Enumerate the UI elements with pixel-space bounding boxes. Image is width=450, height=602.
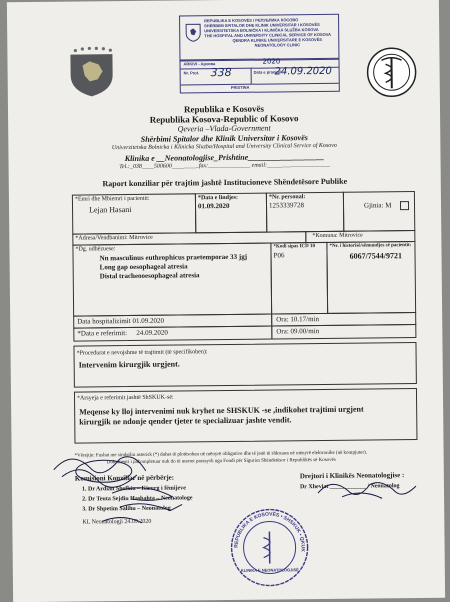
diagnosis-line: Nn masculinus euthrophicus praetemporae 33 jgj [100, 253, 248, 263]
director-title: Drejtori i Klinikës Neonatologjise : [300, 471, 405, 480]
stamp-line: UNIVERSITETSKA BOLNIČKA I KLINIČKA SLUŽBA KOSOVA [204, 27, 336, 33]
patient-name-cell [72, 193, 196, 234]
contacts-line: Tel.:_038____500600_________fax:______________ email:_____________________ [9, 161, 441, 172]
council-member: 3. Dr Shpetim Salihu – Neonatolog [82, 506, 171, 513]
patient-name-value: Lejan Hasani [89, 205, 132, 214]
stamp-line: QENDRA KLINIKE UNIVERSITARE E KOSOVËS [232, 37, 322, 43]
round-stamp [228, 507, 311, 588]
hospitalization-time: Ora: 10.17/min [276, 315, 319, 323]
stamp-line: SHËRBIMI SPITALOR DHE KLINIK UNIVERSITAR I KOSOVËS [204, 22, 336, 28]
hospitalization-label: Data hospitalizimit 01.09.2020 [77, 317, 164, 326]
council-signatures [41, 440, 192, 532]
stamp-archive-value: 2020 [262, 57, 280, 65]
service-translations: Univerzitetska Bolnicka i Klinicka Sluzba/Hospital and University Clinical Service of Kosovo [8, 142, 440, 153]
kosovo-emblem-icon [67, 45, 116, 97]
history-value: 6067/7544/9721 [350, 251, 403, 261]
council-place-date: KL Neonatologji 24.09.2020 [82, 519, 151, 526]
referral-label: *Data e referimit: [77, 329, 127, 338]
hospital-logo-icon [365, 46, 418, 99]
history-cell [326, 241, 416, 314]
stamp-line: NEONATOLOGY CLINIC [232, 42, 322, 48]
clinic-line: Klinika e __Neonatologjise_Prishtine___________________ [8, 151, 440, 165]
document-page [7, 0, 445, 602]
notes-line-2: Dokumenti i pakompletuar nuk do të merret parasysh nga Fondi për Sigurim Shëndetësor i Republikës së Kosovës [107, 458, 336, 465]
round-stamp-ring-text: REPUBLIKA E KOSOVËS • SHSKUK • QKUK [233, 510, 306, 553]
icd-value: P06 [273, 251, 284, 259]
gender-checkbox[interactable] [400, 201, 409, 210]
dob-cell [195, 193, 267, 234]
referral-time-cell [271, 324, 416, 340]
stamp-archive-label: ARKIVI - Архива [183, 61, 215, 66]
republic-sr-en: Republika Kosova-Republic of Kosovo [8, 112, 440, 127]
personal-no-cell [266, 192, 344, 233]
received-stamp-table [179, 58, 339, 94]
referral-value: 24.09.2020 [136, 329, 168, 337]
stamp-prot-value: 338 [211, 66, 232, 79]
director-name: Dr Xheviat ____________ / Neonatolog [300, 483, 400, 490]
council-member: 1. Dr Ardian Shefkiu – Kirurg i fëmijeve [82, 485, 186, 492]
government-line: Qeveria –Vlada-Government [8, 122, 440, 136]
reason-label: *Arsyeja e referimit jashtë ShSKUK-së: [77, 395, 174, 402]
personal-no-value: 1253339728 [269, 201, 304, 209]
report-title: Raport konziliar për trajtim jashtë Institucioneve Shëndetësore Publike [9, 176, 441, 190]
municipality-label: *Komuna: Mitrovice [312, 233, 363, 240]
history-label: *Nr. i historisë/sëmundjes së pacientit: [329, 243, 413, 249]
gender-label: Gjinia: M [364, 201, 392, 209]
diagnosis-label: *Dg. udhëzuese: [75, 246, 115, 252]
address-label: *Adresa/Vendbanimi: Mitrovice [75, 235, 153, 242]
referral-cell [73, 326, 272, 342]
notes-line-1: *Vërejtje: Fushat me simbolin asterisk (*) duhet të plotësohen në mënyrë obligative dhe të jenë të shkruara në mënyrë elektronike (në kompjuter). [75, 450, 420, 459]
gender-cell [343, 191, 415, 232]
diagnosis-line: Distal tracheooesophageal atresia [100, 271, 200, 280]
stamp-footer: PRISTINA [231, 85, 250, 90]
dob-label: *Data e lindjes: [198, 195, 238, 201]
procedure-label: *Procedurat e nevojshme të trajtimit (të specifikohen): [77, 349, 208, 356]
reason-line: Meqense ky lloj intervenimi nuk kryhet ne SHSKUK -se ,indikohet trajtimi urgjent [79, 405, 364, 417]
icd-cell [270, 242, 328, 315]
coat-of-arms-stamp-icon [184, 22, 202, 42]
director-signature [312, 474, 422, 505]
referral-time: Ora: 09.00/min [276, 327, 319, 335]
dob-value: 01.09.2020 [198, 202, 230, 210]
council-title: Komisioni Konziliar në përbërje: [75, 474, 174, 483]
round-stamp-center: KLINIKA E NEONATOLOGJISË [239, 567, 301, 573]
stamp-prot-label: Nr. Prot. [184, 70, 200, 75]
icd-label: *Kodi sipas ICD 10 [273, 244, 315, 249]
patient-name-label: *Emri dhe Mbiemri i pacientit: [75, 196, 150, 203]
procedure-box [73, 342, 416, 388]
diagnosis-line: Long gap oesophageal atresia [100, 262, 188, 271]
reason-box [74, 388, 418, 444]
procedure-value: Intervenim kirurgjik urgjent. [79, 359, 180, 369]
republic-sq: Republika e Kosovës [8, 102, 440, 117]
diagnosis-cell [72, 243, 272, 317]
reason-line: kirurgjik ne ndonje qender tjeter te specializuar jashte vendit. [79, 415, 291, 426]
stamp-line: THE HOSPITAL AND UNIVERSITY CLINICAL SERVICE OF KOSOVA [204, 32, 336, 38]
stamp-date-label: Data e pranimit [254, 69, 283, 74]
personal-no-label: *Nr. personal: [269, 194, 306, 200]
stamp-date-value: 24.09.2020 [275, 66, 332, 78]
service-line: Shërbimi Spitalor dhe Klinik Universitar i Kosovës [8, 132, 440, 146]
council-member: 2. Dr Teuta Sejdiu Hasbahta – Neonatologe [82, 495, 192, 502]
stamp-line: REPUBLIKA E KOSOVËS / РЕПУБЛИКА КОСОВО [204, 17, 336, 23]
